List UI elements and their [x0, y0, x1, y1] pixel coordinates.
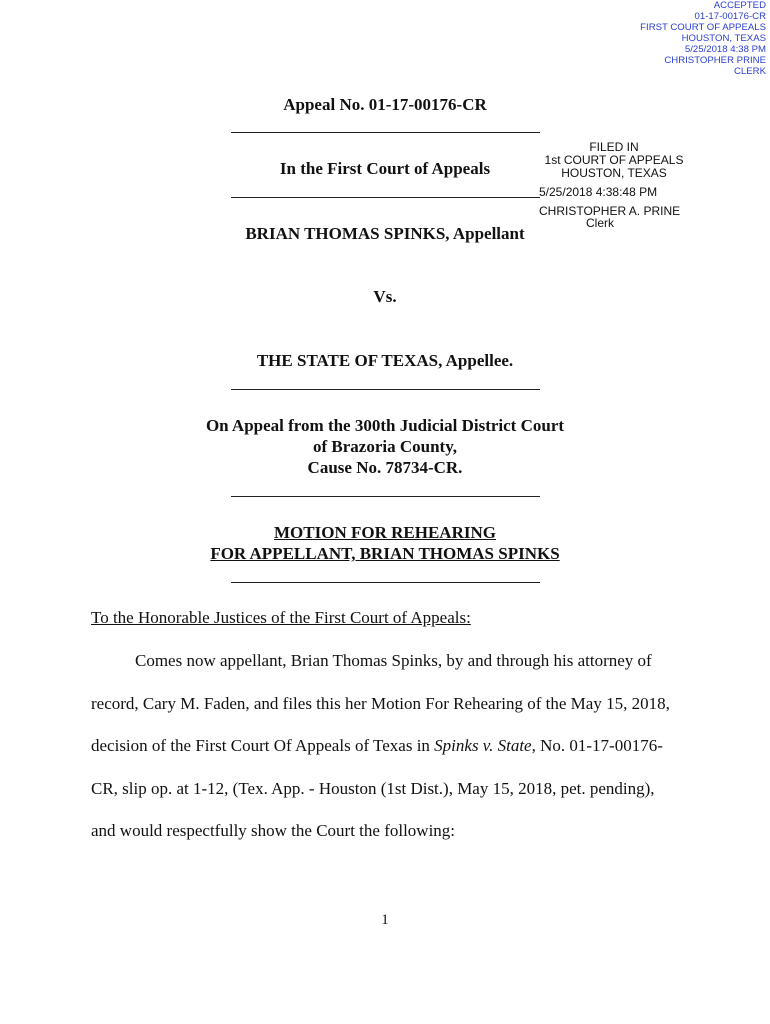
divider	[231, 582, 540, 583]
origin-line-3: Cause No. 78734-CR.	[307, 458, 463, 477]
body-line-2: record, Cary M. Faden, and files this her Motion For Rehearing of the May 15, 2018,	[91, 694, 670, 713]
divider	[231, 197, 540, 198]
salutation	[91, 608, 691, 628]
filed-city: HOUSTON, TEXAS	[561, 166, 667, 180]
accepted-stamp-line: CLERK	[734, 66, 766, 77]
body-line-3	[91, 736, 691, 756]
accepted-stamp-line: 5/25/2018 4:38 PM	[684, 44, 766, 55]
body-line-5: and would respectfully show the Court the following:	[91, 821, 456, 840]
motion-title-line-1	[0, 523, 770, 543]
accepted-stamp-line: CHRISTOPHER PRINE	[664, 55, 766, 66]
page-number: 1	[381, 912, 389, 928]
filed-datetime: 5/25/2018 4:38:48 PM	[539, 185, 658, 199]
appellant-name: BRIAN THOMAS SPINKS, Appellant	[245, 224, 525, 243]
body-line-4: CR, slip op. at 1-12, (Tex. App. - Houston (1st Dist.), May 15, 2018, pet. pending),	[91, 779, 655, 798]
accepted-stamp-line: HOUSTON, TEXAS	[681, 33, 766, 44]
motion-title-text-1: MOTION FOR REHEARING	[274, 523, 496, 542]
divider	[231, 496, 540, 497]
divider	[231, 132, 540, 133]
body-line-3-post: , No. 01-17-00176-	[531, 736, 663, 755]
accepted-stamp	[640, 0, 766, 77]
accepted-stamp-line: FIRST COURT OF APPEALS	[640, 22, 766, 33]
filed-stamp	[536, 141, 692, 230]
filed-in-label: FILED IN	[589, 140, 639, 154]
appeal-number: Appeal No. 01-17-00176-CR	[283, 95, 487, 114]
court-name	[0, 159, 770, 179]
versus: Vs.	[373, 287, 397, 306]
motion-title-line-2	[0, 544, 770, 564]
filed-court: 1st COURT OF APPEALS	[544, 153, 684, 167]
divider	[231, 389, 540, 390]
accepted-stamp-line: ACCEPTED	[713, 0, 766, 11]
appellee-name: THE STATE OF TEXAS, Appellee.	[256, 351, 514, 370]
motion-title-text-2: FOR APPELLANT, BRIAN THOMAS SPINKS	[210, 544, 560, 563]
filed-clerk-title: Clerk	[586, 216, 615, 230]
body-line-1: Comes now appellant, Brian Thomas Spinks, by and through his attorney of	[135, 651, 652, 670]
court-name-text: In the First Court of Appeals	[279, 159, 491, 178]
salutation-text: To the Honorable Justices of the First Court of Appeals:	[91, 608, 471, 627]
accepted-stamp-line: 01-17-00176-CR	[694, 11, 766, 22]
origin-line-2: of Brazoria County,	[312, 437, 458, 456]
filed-clerk-name: CHRISTOPHER A. PRINE	[539, 204, 681, 218]
body-line-3-pre: decision of the First Court Of Appeals of Texas in	[91, 736, 435, 755]
case-name: Spinks v. State	[434, 736, 532, 755]
origin-line-1: On Appeal from the 300th Judicial District Court	[205, 416, 565, 435]
